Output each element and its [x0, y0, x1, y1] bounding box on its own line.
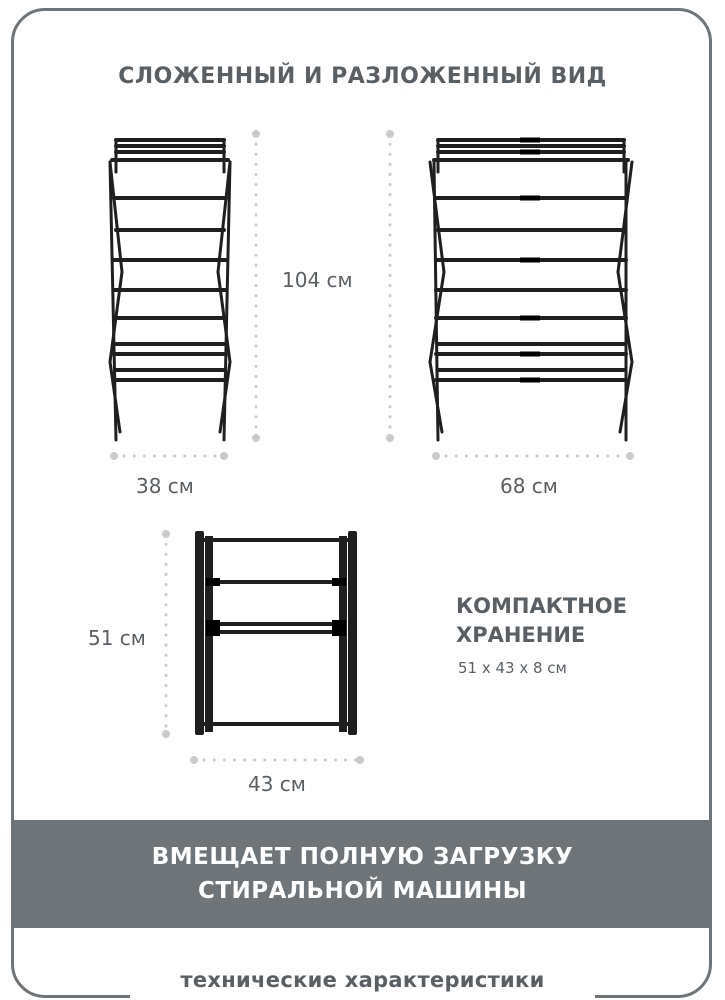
compact-title-line1: КОМПАКТНОЕ — [456, 594, 628, 618]
height-guide-dots-right — [384, 130, 396, 444]
unfolded-width-label: 68 см — [500, 474, 558, 498]
folded-rack-image — [100, 132, 240, 444]
page-title: СЛОЖЕННЫЙ И РАЗЛОЖЕННЫЙ ВИД — [118, 64, 607, 89]
height-label: 104 см — [282, 268, 353, 292]
compact-title-line2: ХРАНЕНИЕ — [456, 623, 586, 647]
unfolded-rack-image — [420, 132, 640, 444]
footer-label: технические характеристики — [180, 968, 545, 992]
load-capacity-banner — [13, 820, 712, 928]
compact-height-label: 51 см — [88, 626, 146, 650]
compact-rack-image — [192, 528, 368, 738]
height-guide-dots — [250, 130, 262, 444]
folded-width-dots — [110, 450, 230, 462]
compact-width-dots — [190, 754, 366, 766]
compact-width-label: 43 см — [248, 772, 306, 796]
compact-height-dots — [160, 530, 172, 740]
compact-size: 51 х 43 х 8 см — [458, 659, 567, 677]
compact-storage-title — [456, 592, 627, 650]
banner-line1: ВМЕЩАЕТ ПОЛНУЮ ЗАГРУЗКУ — [151, 844, 574, 870]
folded-width-label: 38 см — [136, 474, 194, 498]
banner-line2: СТИРАЛЬНОЙ МАШИНЫ — [197, 878, 528, 904]
unfolded-width-dots — [432, 450, 636, 462]
